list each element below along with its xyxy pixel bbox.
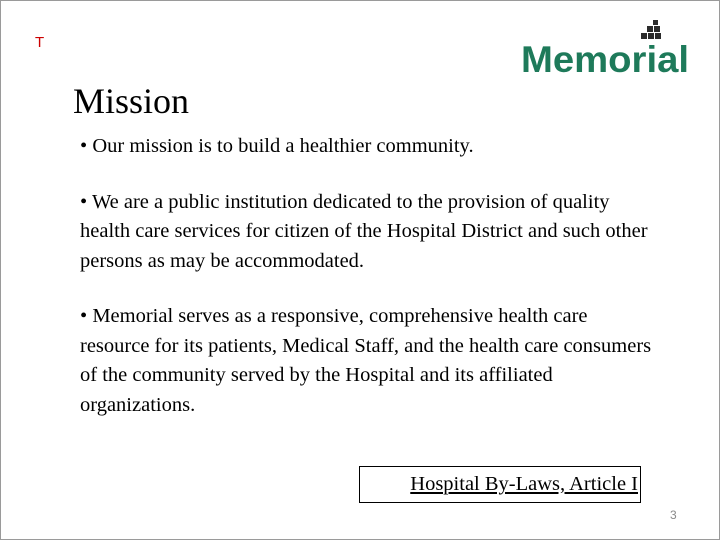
bullet-list xyxy=(80,132,660,446)
bullet-glyph: • xyxy=(80,190,88,213)
memorial-logo xyxy=(521,17,693,77)
slide-title: Mission xyxy=(73,81,190,121)
bullet-item xyxy=(80,132,660,162)
bullet-text: We are a public institution dedicated to the provision of quality health care services for citizen of the Hospital District and such other persons as may be accommodated. xyxy=(80,190,648,272)
bullet-text: Our mission is to build a healthier community. xyxy=(92,135,474,157)
bullet-glyph: • xyxy=(80,135,88,157)
logo-wordmark: Memorial xyxy=(521,39,689,77)
page-number: 3 xyxy=(670,508,677,522)
memorial-logo-graphic xyxy=(521,17,693,77)
source-link[interactable]: Hospital By-Laws, Article I xyxy=(410,473,638,495)
bullet-item xyxy=(80,302,660,420)
bullet-text: Memorial serves as a responsive, comprehensive health care resource for its patients, Medical Staff, and the health care consumers of the community served by the Hospital and its affiliated organizations. xyxy=(80,305,652,416)
bullet-glyph: • xyxy=(80,305,88,327)
bullet-item xyxy=(80,188,660,277)
source-citation-box xyxy=(359,466,641,503)
corner-mark: T xyxy=(35,34,45,51)
